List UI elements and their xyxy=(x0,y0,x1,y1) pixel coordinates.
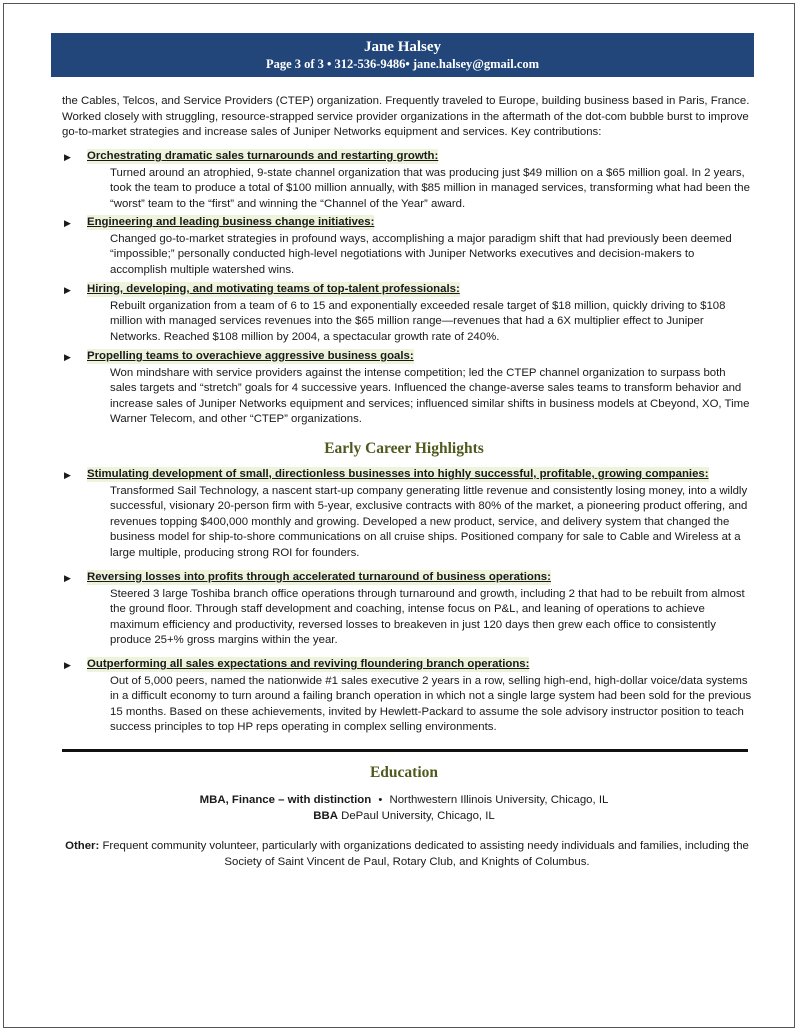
early-career-text: Transformed Sail Technology, a nascent start-up company generating little revenue and consistently losing money, into a wildly successful, visionary 20-person firm with 5-year, exclusive contracts with 80% of the market, a pioneering product offering, and revenues topping $400,000 monthly and growing. Developed a new product, service, and delivery system that changed the business model for ship-to-shore communications on all cruise ships. Positioned company for sale to Cable and Wireless at a large multiple, producing strong ROI for founders. xyxy=(110,484,748,559)
early-career-heading: Stimulating development of small, directionless businesses into highly successful, profitable, growing companies: xyxy=(87,468,709,480)
bullet-arrow-icon: ▶ xyxy=(64,152,71,162)
bullet-arrow-icon: ▶ xyxy=(64,285,71,295)
separator-dot: • xyxy=(378,794,383,806)
mba-degree: MBA, Finance – with distinction xyxy=(199,794,372,806)
contribution-text: Turned around an atrophied, 9-state channel organization that was producing just $49 million on a $65 million goal. In 2 years, took the team to produce a total of $100 million annually, with $85 million in managed services, transforming what had been the “worst” team to the “first” and winning the “Channel of the Year” award. xyxy=(110,166,750,210)
bullet-arrow-icon: ▶ xyxy=(64,352,71,362)
resume-header xyxy=(51,33,754,77)
early-career-heading: Outperforming all sales expectations and reviving floundering branch operations: xyxy=(87,658,530,670)
early-career-text: Steered 3 large Toshiba branch office operations through turnaround and growth, including 2 that had to be rebuilt from almost the ground floor. Through staff development and coaching, intense focus on P&L, and leaning of operations to achieve maximum efficiency and productivity, reversed losses to breakeven in just 120 days then grew each office to consistently produce 25+% gross margins within the year. xyxy=(110,587,745,646)
contribution-text: Changed go-to-market strategies in profound ways, accomplishing a major paradigm shift that had previously been deemed “impossible;” personally conducted high-level negotiations with Juniper Networks executives and decision-makers to accomplish multiple watershed wins. xyxy=(110,232,732,276)
early-career-heading: Reversing losses into profits through accelerated turnaround of business operations: xyxy=(87,571,551,583)
bullet-arrow-icon: ▶ xyxy=(64,470,71,480)
contact-line: Page 3 of 3 • 312-536-9486• jane.halsey@gmail.com xyxy=(265,57,540,71)
contribution-text: Rebuilt organization from a team of 6 to 15 and exponentially exceeded resale target of $18 million, quickly driving to $108 million with managed services revenues into the $65 million range—revenues that had a 6X multiplier effect to Juniper Networks. Reached $108 million by 2004, a spectacular growth rate of 240%. xyxy=(110,299,726,343)
contribution-item xyxy=(62,282,752,345)
bullet-arrow-icon: ▶ xyxy=(64,660,71,670)
contribution-heading: Orchestrating dramatic sales turnarounds and restarting growth: xyxy=(87,150,439,162)
education-bba xyxy=(4,809,800,824)
bba-school: DePaul University, Chicago, IL xyxy=(341,810,495,822)
bba-degree: BBA xyxy=(313,810,338,822)
other-label: Other: xyxy=(65,840,100,852)
early-career-item xyxy=(62,467,752,561)
intro-paragraph: the Cables, Telcos, and Service Providers (CTEP) organization. Frequently traveled to Europe, building business based in Paris, France. Worked closely with struggling, resource-strapped service provider organizations in the aftermath of the dot-com bubble burst to improve go-to-market strategies and increase sales of Juniper Networks equipment and services. Key contributions: xyxy=(62,95,750,138)
section-divider xyxy=(62,749,748,752)
early-career-text: Out of 5,000 peers, named the nationwide #1 sales executive 2 years in a row, selling high-end, high-dollar voice/data systems in a difficult economy to turn around a failing branch operation in which not a single large system had been sold for the previous 15 months. Based on these achievements, invited by Hewlett-Packard to assume the sole advisory instructor position to teach success principles to top HP reps operating in complex selling environments. xyxy=(110,674,752,733)
contribution-heading: Propelling teams to overachieve aggressive business goals: xyxy=(87,350,414,362)
bullet-arrow-icon: ▶ xyxy=(64,218,71,228)
other-section xyxy=(62,838,752,870)
bullet-arrow-icon: ▶ xyxy=(64,573,71,583)
other-text: Frequent community volunteer, particularly with organizations dedicated to assisting needy individuals and families, including the Society of Saint Vincent de Paul, Rotary Club, and Knights of Columbus. xyxy=(102,840,749,868)
education-title: Education xyxy=(369,764,439,781)
resume-page xyxy=(3,3,795,1028)
contribution-item xyxy=(62,349,752,428)
candidate-name: Jane Halsey xyxy=(363,39,442,55)
contribution-text: Won mindshare with service providers against the intense competition; led the CTEP channel organization to surpass both sales targets and “stretch” goals for 4 successive years. Influenced the change-averse sales teams to transform behavior and increase sales of Juniper Networks equipment and services; influenced similar shifts in business models at Cbeyond, XO, Time Warner Telecom, and other “CTEP” organizations. xyxy=(110,366,750,425)
early-career-title: Early Career Highlights xyxy=(324,440,484,457)
contribution-item xyxy=(62,149,752,212)
mba-school: Northwestern Illinois University, Chicago, IL xyxy=(389,794,609,806)
contribution-heading: Hiring, developing, and motivating teams of top-talent professionals: xyxy=(87,283,460,295)
education-mba xyxy=(4,793,800,808)
contribution-item xyxy=(62,215,752,278)
early-career-item xyxy=(62,570,752,649)
early-career-item xyxy=(62,657,752,736)
contribution-heading: Engineering and leading business change initiatives: xyxy=(87,216,375,228)
